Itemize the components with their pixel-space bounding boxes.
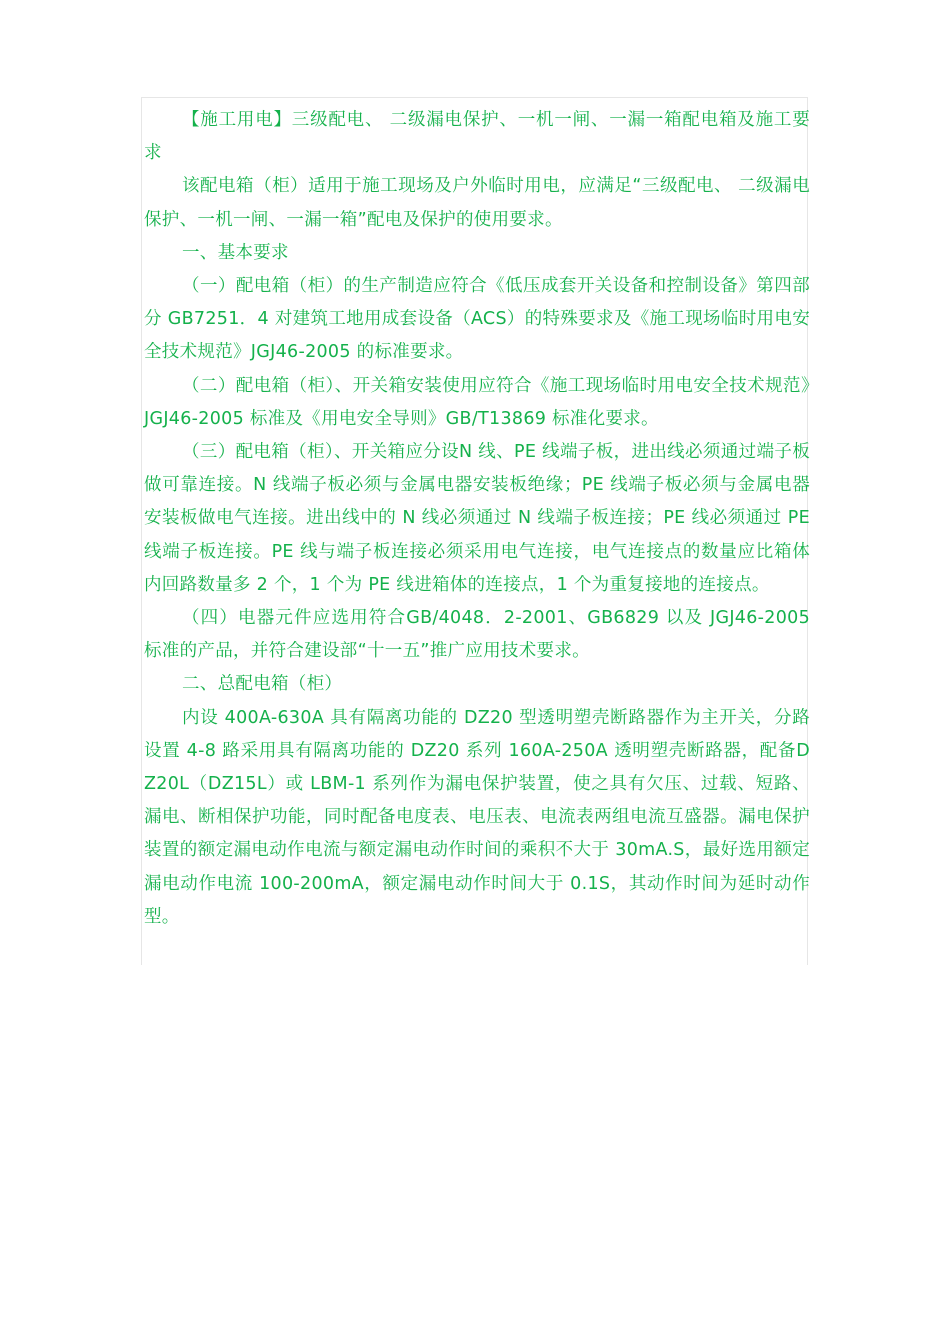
requirement-item-1: （一）配电箱（柜）的生产制造应符合《低压成套开关设备和控制设备》第四部分 GB7251．4 对建筑工地用成套设备（ACS）的特殊要求及《施工现场临时用电安全技术规范》JGJ46-2005 的标准要求。 xyxy=(144,276,810,363)
requirement-item-4: （四）电器元件应选用符合GB/4048．2-2001、GB6829 以及 JGJ46-2005 标准的产品，并符合建设部“十一五”推广应用技术要求。 xyxy=(144,608,810,662)
main-distribution-box-paragraph: 内设 400A-630A 具有隔离功能的 DZ20 型透明塑壳断路器作为主开关，分路设置 4-8 路采用具有隔离功能的 DZ20 系列 160A-250A 透明塑壳断路器，配备DZ20L（DZ15L）或 LBM-1 系列作为漏电保护装置，使之具有欠压、过载、短路、漏电、断相保护功能，同时配备电度表、电压表、电流表两组电流互盛器。漏电保护装置的额定漏电动作电流与额定漏电动作时间的乘积不大于 30mA.S，最好选用额定漏电动作电流 100-200mA，额定漏电动作时间大于 0.1S，其动作时间为延时动作型。 xyxy=(144,707,810,927)
document-title: 【施工用电】三级配电、 二级漏电保护、一机一闸、一漏一箱配电箱及施工要求 xyxy=(144,110,810,164)
document-body xyxy=(144,104,810,934)
requirement-item-3: （三）配电箱（柜）、开关箱应分设N 线、PE 线端子板，进出线必须通过端子板做可靠连接。N 线端子板必须与金属电器安装板绝缘；PE 线端子板必须与金属电器安装板做电气连接。进出线中的 N 线必须通过 N 线端子板连接；PE 线必须通过 PE 线端子板连接。PE 线与端子板连接必须采用电气连接，电气连接点的数量应比箱体内回路数量多 2 个，1 个为 PE 线进箱体的连接点，1 个为重复接地的连接点。 xyxy=(144,442,810,595)
section-heading-main-distribution-box: 二、总配电箱（柜） xyxy=(182,674,343,695)
intro-paragraph: 该配电箱（柜）适用于施工现场及户外临时用电，应满足“三级配电、 二级漏电保护、一机一闸、一漏一箱”配电及保护的使用要求。 xyxy=(144,176,810,230)
requirement-item-2: （二）配电箱（柜）、开关箱安装使用应符合《施工现场临时用电安全技术规范》JGJ46-2005 标准及《用电安全导则》GB/T13869 标准化要求。 xyxy=(144,375,810,429)
section-heading-basic-requirements: 一、基本要求 xyxy=(182,242,289,263)
